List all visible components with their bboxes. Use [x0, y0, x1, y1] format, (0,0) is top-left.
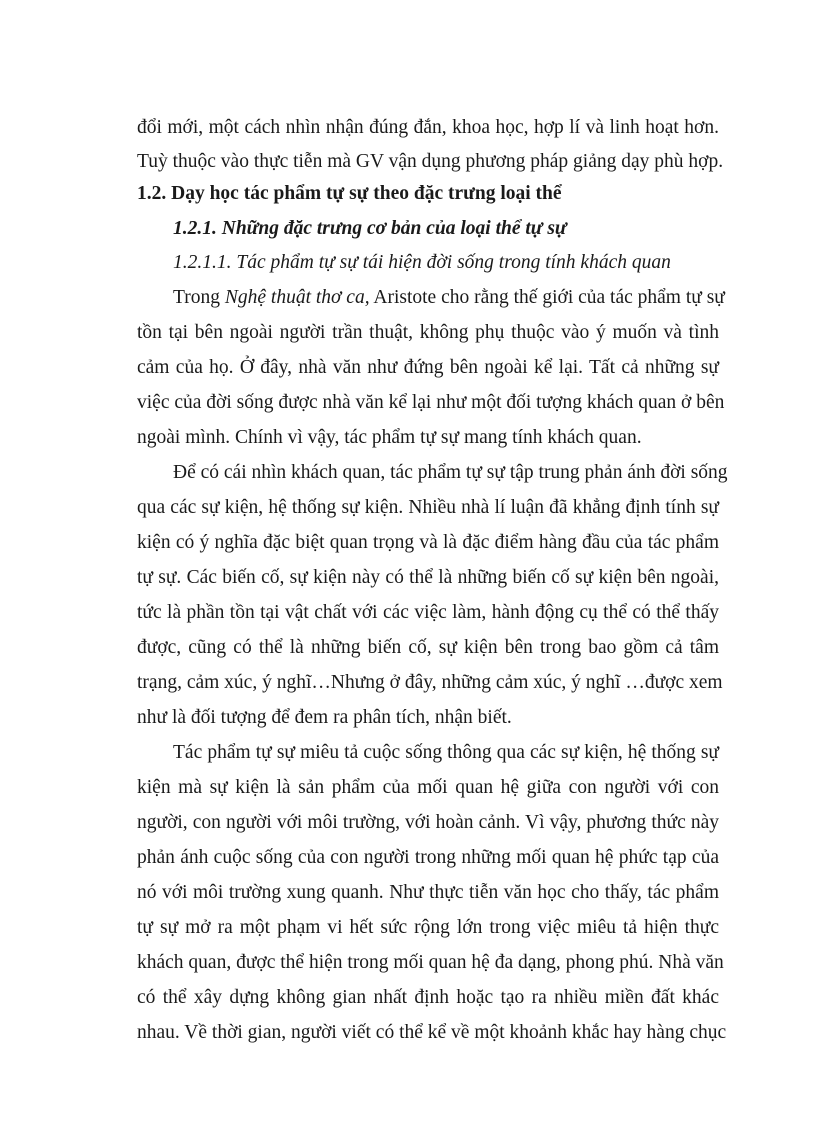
paragraph-3-line-7: khách quan, được thể hiện trong mối quan hệ đa dạng, phong phú. Nhà văn	[137, 952, 724, 973]
paragraph-2-line-5: tức là phần tồn tại vật chất với các việc làm, hành động cụ thể có thể thấy	[137, 602, 719, 623]
paragraph-2-line-2: qua các sự kiện, hệ thống sự kiện. Nhiều nhà lí luận đã khẳng định tính sự	[137, 497, 719, 518]
book-title: Nghệ thuật thơ ca,	[224, 287, 370, 308]
paragraph-1-line-2: tồn tại bên ngoài người trần thuật, không phụ thuộc vào ý muốn và tình	[137, 322, 719, 343]
paragraph-1-line-1-pre: Trong	[173, 287, 225, 308]
paragraph-1-line-4: việc của đời sống được nhà văn kể lại như một đối tượng khách quan ở bên	[137, 392, 725, 413]
continuation-line-2: Tuỳ thuộc vào thực tiễn mà GV vận dụng phương pháp giảng dạy phù hợp.	[137, 151, 724, 172]
section-heading: 1.2. Dạy học tác phẩm tự sự theo đặc trưng loại thể	[137, 183, 562, 204]
paragraph-1-line-5: ngoài mình. Chính vì vậy, tác phẩm tự sự mang tính khách quan.	[137, 427, 642, 448]
paragraph-3-line-5: nó với môi trường xung quanh. Như thực tiễn văn học cho thấy, tác phẩm	[137, 882, 719, 903]
paragraph-3-line-9: nhau. Về thời gian, người viết có thể kể về một khoảnh khắc hay hàng chục	[137, 1022, 727, 1043]
continuation-line-1: đổi mới, một cách nhìn nhận đúng đắn, khoa học, hợp lí và linh hoạt hơn.	[137, 117, 719, 138]
subsubsection-heading: 1.2.1.1. Tác phẩm tự sự tái hiện đời sống trong tính khách quan	[173, 252, 671, 273]
paragraph-3-line-3: người, con người với môi trường, với hoàn cảnh. Vì vậy, phương thức này	[137, 812, 719, 833]
paragraph-2-line-4: tự sự. Các biến cố, sự kiện này có thể là những biến cố sự kiện bên ngoài,	[137, 567, 719, 588]
paragraph-3-line-8: có thể xây dựng không gian nhất định hoặc tạo ra nhiều miền đất khác	[137, 987, 719, 1008]
paragraph-3-line-4: phản ánh cuộc sống của con người trong những mối quan hệ phức tạp của	[137, 847, 719, 868]
paragraph-1-line-1-post: Aristote cho rằng thế giới của tác phẩm tự sự	[369, 287, 725, 308]
paragraph-2-line-1: Để có cái nhìn khách quan, tác phẩm tự sự tập trung phản ánh đời sống	[173, 462, 728, 483]
paragraph-3-line-6: tự sự mở ra một phạm vi hết sức rộng lớn trong việc miêu tả hiện thực	[137, 917, 719, 938]
paragraph-1-line-1	[173, 286, 725, 310]
paragraph-1-line-3: cảm của họ. Ở đây, nhà văn như đứng bên ngoài kể lại. Tất cả những sự	[137, 357, 719, 378]
subsection-heading: 1.2.1. Những đặc trưng cơ bản của loại thể tự sự	[173, 218, 567, 239]
paragraph-2-line-3: kiện có ý nghĩa đặc biệt quan trọng và là đặc điểm hàng đầu của tác phẩm	[137, 532, 719, 553]
paragraph-2-line-7: trạng, cảm xúc, ý nghĩ…Nhưng ở đây, những cảm xúc, ý nghĩ …được xem	[137, 672, 723, 693]
paragraph-3-line-2: kiện mà sự kiện là sản phẩm của mối quan hệ giữa con người với con	[137, 777, 719, 798]
paragraph-3-line-1: Tác phẩm tự sự miêu tả cuộc sống thông qua các sự kiện, hệ thống sự	[173, 742, 719, 763]
paragraph-2-line-6: được, cũng có thể là những biến cố, sự kiện bên trong bao gồm cả tâm	[137, 637, 719, 658]
paragraph-2-line-8: như là đối tượng để đem ra phân tích, nhận biết.	[137, 707, 512, 728]
